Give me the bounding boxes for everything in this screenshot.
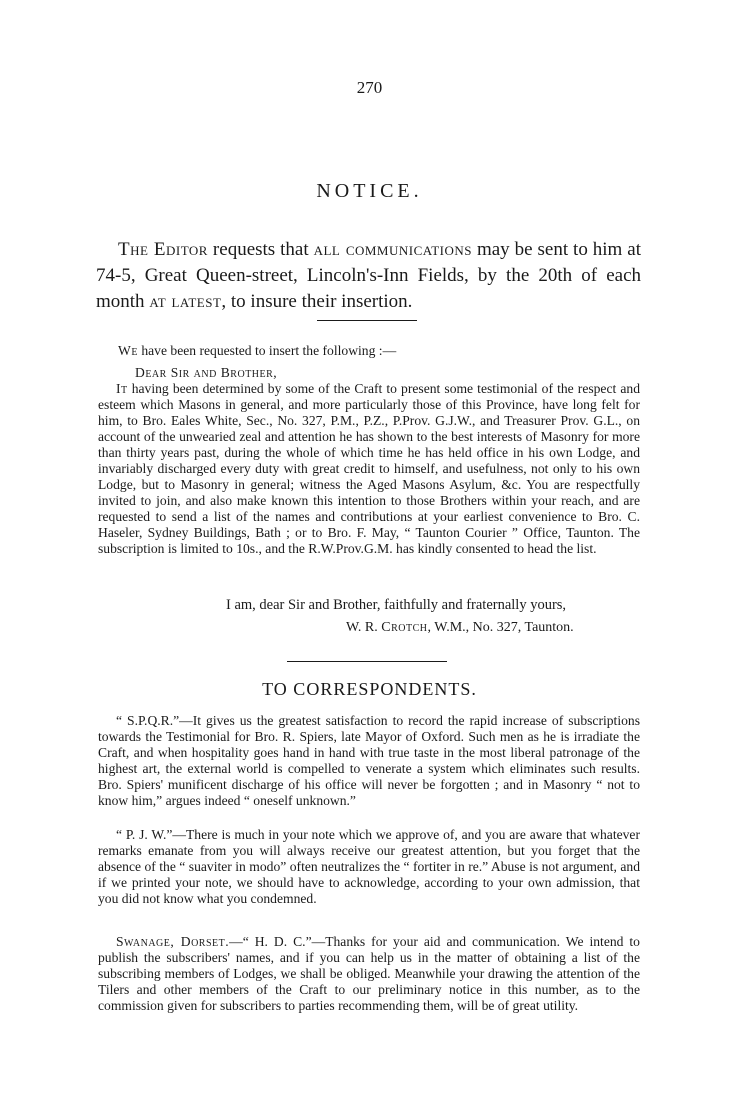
correspondents-heading: TO CORRESPONDENTS.: [262, 679, 477, 699]
section-divider: [287, 661, 447, 662]
all-communications-emphasis: all communications: [313, 239, 472, 260]
editor-notice-text-2: may be sent to him at 74-5, Great Queen-street, Lincoln's-Inn Fields, by the 20th of each month: [96, 239, 641, 312]
correspondent-lead: Swanage, Dorset.: [116, 934, 230, 949]
editor-notice-paragraph: [96, 237, 641, 315]
correspondent-entry: [98, 934, 640, 1014]
notice-heading: NOTICE.: [316, 180, 423, 202]
editor-notice-text-3: , to insure their insertion.: [221, 291, 413, 312]
signature-title: , W.M., No. 327, Taunton.: [427, 620, 574, 635]
letter-intro-lead: We: [118, 343, 138, 358]
editor-lead: The Editor: [118, 239, 208, 260]
page-number: 270: [356, 78, 383, 97]
correspondent-entry: [98, 713, 640, 809]
correspondent-text: —“ H. D. C.”—Thanks for your aid and communication. We intend to publish the subscribers' names, and if you can help us in the matter of obtaining a list of the subscribing members of Lodges, we shall be obliged. Meanwhile your drawing the attention of the Tilers and other members of the Craft to our preliminary notice in this number, as to the commission given for subscribers to parties recommending them, will be of great utility.: [98, 934, 640, 1013]
letter-signature: [346, 620, 574, 636]
letter-body-text: having been determined by some of the Craft to present some testimonial of the respect and esteem which Masons in general, and more particularly those of this Province, have long felt for him, to Bro. Eales White, Sec., No. 327, P.M., P.Z., P.Prov. G.J.W., and Treasurer Prov. G.L., on account of the unwearied zeal and attention he has shown to the best interests of Masonry for more than thirty years past, during the whole of which time he has held office in his own Lodge, and invariably discharged every duty with great credit to himself, and usefulness, not only to his own Lodge, but to Masonry in general; witness the Aged Masons Asylum, &c. You are respectfully invited to join, and also make known this intention to those Brothers within your reach, and are requested to send a list of the names and contributions at your earliest convenience to Bro. C. Haseler, Sydney Buildings, Bath ; or to Bro. F. May, “ Taunton Courier ” Office, Taunton. The subscription is limited to 10s., and the R.W.Prov.G.M. has kindly consented to head the list.: [98, 381, 640, 556]
letter-salutation: Dear Sir and Brother,: [135, 365, 278, 380]
correspondent-text: “ P. J. W.”—There is much in your note which we approve of, and you are aware that whatever remarks emanate from you will always receive our greatest attention, but you forget that the absence of the “ suaviter in modo” often neutralizes the “ fortiter in re.” Abuse is not argument, and if we printed your note, we should have to acknowledge, according to your own admission, that you did not know what you condemned.: [98, 827, 640, 906]
at-latest-emphasis: at latest: [149, 291, 222, 312]
signature-surname: Crotch: [381, 620, 428, 635]
letter-intro-text: have been requested to insert the following :—: [137, 343, 397, 358]
letter-body: [98, 381, 640, 557]
correspondent-entry: [98, 827, 640, 907]
section-divider: [317, 320, 417, 321]
letter-intro: [118, 343, 396, 359]
letter-signoff: I am, dear Sir and Brother, faithfully and fraternally yours,: [226, 597, 567, 613]
editor-notice-text-1: requests that: [207, 239, 314, 260]
signature-initials: W. R.: [346, 620, 382, 635]
letter-body-lead: It: [116, 381, 128, 396]
correspondent-text: “ S.P.Q.R.”—It gives us the greatest satisfaction to record the rapid increase of subscriptions towards the Testimonial for Bro. R. Spiers, late Mayor of Oxford. Such men as he is irradiate the Craft, and when hospitality goes hand in hand with true taste in the most liberal patronage of the highest art, the external world is compelled to venerate a system which eliminates such results. Bro. Spiers' munificent discharge of his office will never be forgotten ; and in Masonry “ not to know him,” argues indeed “ oneself unknown.”: [98, 713, 640, 808]
